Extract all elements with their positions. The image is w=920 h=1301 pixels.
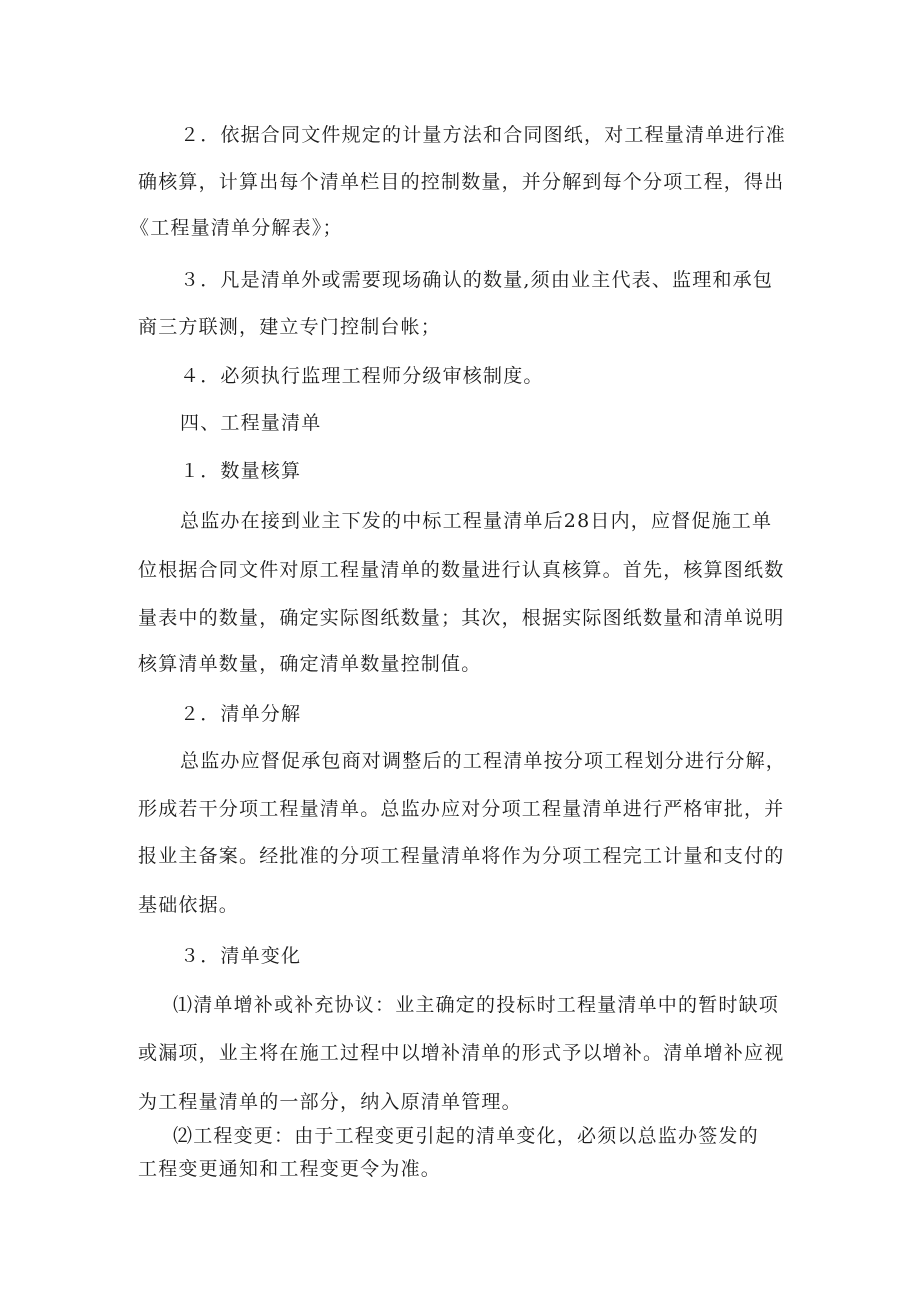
text-line: ３．凡是清单外或需要现场确认的数量,须由业主代表、监理和承包 <box>180 269 774 291</box>
text-line: 报业主备案。经批准的分项工程量清单将作为分项工程完工计量和支付的 <box>138 845 785 867</box>
text-line: 总监办在接到业主下发的中标工程量清单后28日内，应督促施工单 <box>180 510 773 532</box>
text-line: 核算清单数量，确定清单数量控制值。 <box>138 653 482 675</box>
text-line: 基础依据。 <box>138 894 240 916</box>
text-line: 形成若干分项工程量清单。总监办应对分项工程量清单进行严格审批，并 <box>138 798 785 820</box>
subsection-heading: ３．清单变化 <box>180 945 302 967</box>
text-line: 为工程量清单的一部分，纳入原清单管理。 <box>138 1091 522 1113</box>
text-line: 确核算，计算出每个清单栏目的控制数量，并分解到每个分项工程，得出 <box>138 171 785 193</box>
subsection-heading: ２．清单分解 <box>180 703 302 725</box>
text-line: ２．依据合同文件规定的计量方法和合同图纸，对工程量清单进行准 <box>180 124 787 146</box>
text-line: 位根据合同文件对原工程量清单的数量进行认真核算。首先，核算图纸数 <box>138 559 785 581</box>
text-line: 量表中的数量，确定实际图纸数量；其次，根据实际图纸数量和清单说明 <box>138 607 785 629</box>
text-line: 工程变更通知和工程变更令为准。 <box>138 1158 442 1180</box>
text-line: ⑴清单增补或补充协议：业主确定的投标时工程量清单中的暂时缺项 <box>173 994 780 1016</box>
section-heading: 四、工程量清单 <box>180 412 322 434</box>
text-line: 《工程量清单分解表》； <box>130 217 343 239</box>
text-line: 或漏项，业主将在施工过程中以增补清单的形式予以增补。清单增补应视 <box>138 1042 785 1064</box>
text-line: ４．必须执行监理工程师分级审核制度。 <box>180 365 544 387</box>
subsection-heading: １．数量核算 <box>180 460 302 482</box>
text-line: 总监办应督促承包商对调整后的工程清单按分项工程划分进行分解， <box>180 750 787 772</box>
text-line: 商三方联测，建立专门控制台帐； <box>138 316 442 338</box>
text-line: ⑵工程变更：由于工程变更引起的清单变化，必须以总监办签发的 <box>173 1125 759 1147</box>
